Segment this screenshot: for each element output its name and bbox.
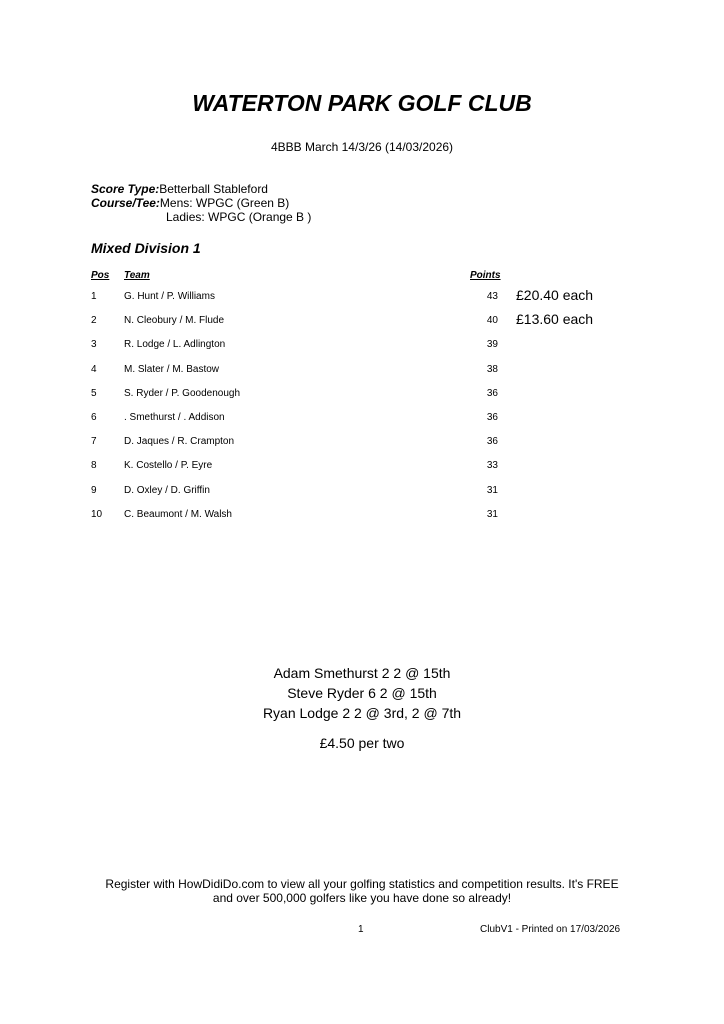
result-row xyxy=(0,485,724,501)
result-points: 36 xyxy=(486,412,498,423)
course-tee-value: Mens: WPGC (Green B) xyxy=(159,196,290,210)
division-title: Mixed Division 1 xyxy=(91,240,201,256)
course-tee-line xyxy=(91,196,289,210)
footer-promo-line-1: Register with HowDidiDo.com to view all your golfing statistics and competition results. It's FREE xyxy=(105,877,619,891)
result-team: R. Lodge / L. Adlington xyxy=(124,339,226,350)
club-title: WATERTON PARK GOLF CLUB xyxy=(192,90,532,116)
result-team: N. Cleobury / M. Flude xyxy=(124,315,225,326)
twos-line-2: Steve Ryder 6 2 @ 15th xyxy=(287,685,437,701)
result-pos: 2 xyxy=(91,315,97,326)
result-row xyxy=(0,364,724,380)
result-prize: £20.40 each xyxy=(516,287,594,303)
result-points: 38 xyxy=(486,364,498,375)
result-row xyxy=(0,460,724,476)
page-number: 1 xyxy=(358,924,364,935)
result-row xyxy=(0,388,724,404)
score-type-value: Betterball Stableford xyxy=(159,182,268,196)
result-pos: 5 xyxy=(91,388,97,399)
result-pos: 4 xyxy=(91,364,97,375)
printed-info: ClubV1 - Printed on 17/03/2026 xyxy=(480,924,621,935)
result-team: G. Hunt / P. Williams xyxy=(124,291,215,302)
result-points: 39 xyxy=(486,339,498,350)
result-points: 31 xyxy=(486,509,498,520)
column-header-points: Points xyxy=(470,270,501,281)
score-type-line xyxy=(91,182,268,196)
twos-line-3: Ryan Lodge 2 2 @ 3rd, 2 @ 7th xyxy=(262,705,462,721)
score-type-label: Score Type: xyxy=(91,182,160,196)
result-pos: 9 xyxy=(91,485,97,496)
course-tee-label: Course/Tee: xyxy=(91,196,160,210)
result-team: D. Jaques / R. Crampton xyxy=(124,436,235,447)
result-points: 36 xyxy=(486,436,498,447)
competition-subtitle: 4BBB March 14/3/26 (14/03/2026) xyxy=(270,140,454,154)
result-points: 31 xyxy=(486,485,498,496)
result-pos: 7 xyxy=(91,436,97,447)
footer-promo-line-2: and over 500,000 golfers like you have done so already! xyxy=(212,891,512,905)
result-team: M. Slater / M. Bastow xyxy=(124,364,220,375)
column-header-pos: Pos xyxy=(91,270,110,281)
result-row xyxy=(0,339,724,355)
result-row xyxy=(0,412,724,428)
result-pos: 1 xyxy=(91,291,97,302)
result-team: . Smethurst / . Addison xyxy=(124,412,225,423)
result-team: C. Beaumont / M. Walsh xyxy=(124,509,232,520)
result-row xyxy=(0,509,724,525)
result-team: D. Oxley / D. Griffin xyxy=(124,485,210,496)
course-tee-value-ladies: Ladies: WPGC (Orange B ) xyxy=(166,210,312,224)
result-prize: £13.60 each xyxy=(516,311,594,327)
result-pos: 6 xyxy=(91,412,97,423)
result-pos: 3 xyxy=(91,339,97,350)
result-row xyxy=(0,311,724,331)
footer-promo xyxy=(0,877,724,905)
result-points: 36 xyxy=(486,388,498,399)
twos-prize: £4.50 per two xyxy=(319,735,405,751)
result-points: 43 xyxy=(486,291,498,302)
result-pos: 10 xyxy=(91,509,103,520)
result-points: 33 xyxy=(486,460,498,471)
result-team: K. Costello / P. Eyre xyxy=(124,460,213,471)
result-row xyxy=(0,287,724,307)
column-header-team: Team xyxy=(124,270,150,281)
result-team: S. Ryder / P. Goodenough xyxy=(124,388,241,399)
result-pos: 8 xyxy=(91,460,97,471)
twos-line-1: Adam Smethurst 2 2 @ 15th xyxy=(273,665,451,681)
result-row xyxy=(0,436,724,452)
result-points: 40 xyxy=(486,315,498,326)
